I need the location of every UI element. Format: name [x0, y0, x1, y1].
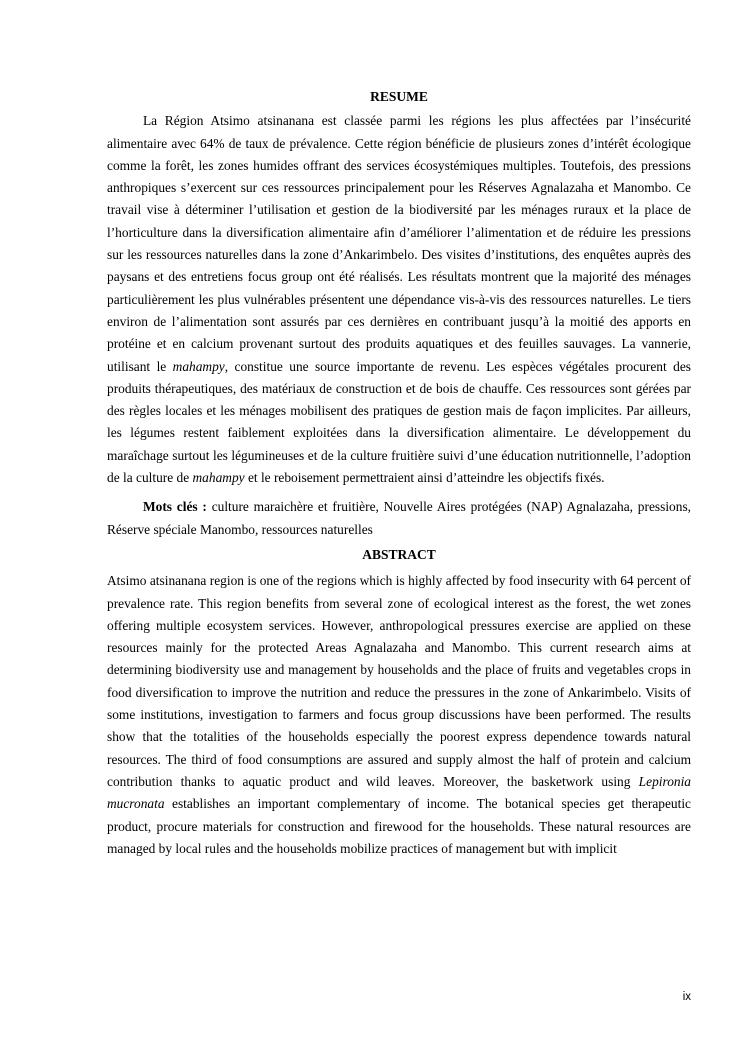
resume-paragraph [107, 110, 691, 489]
abstract-text-2: establishes an important complementary of income. The botanical species get therapeutic product, procure materials for construction and firewood for the households. These natural resources are managed by local rules and the households mobilize practices of management but with implicit [107, 796, 691, 856]
abstract-text-1: Atsimo atsinanana region is one of the regions which is highly affected by food insecurity with 64 percent of prevalence rate. This region benefits from several zone of ecological interest as the forest, the wet zones offering multiple ecosystem services. However, anthropological pressures exercise are applied on these resources mainly for the protected Areas Agnalazaha and Manombo. This current research aims at determining biodiversity use and management by households and the place of fruits and vegetables crops in food diversification to improve the nutrition and reduce the pressures in the zone of Ankarimbelo. Visits of some institutions, investigation to farmers and focus group discussions have been performed. The results show that the totalities of the households especially the poorest express dependence towards natural resources. The third of food consumptions are assured and supply almost the half of protein and calcium contribution thanks to aquatic product and wild leaves. Moreover, the basketwork using [107, 573, 691, 789]
document-page [107, 86, 691, 860]
abstract-paragraph [107, 570, 691, 860]
resume-italic-mahampy-1: mahampy [172, 358, 225, 374]
resume-text-1: La Région Atsimo atsinanana est classée parmi les régions les plus affectées par l’insécurité alimentaire avec 64% de taux de prévalence. Cette région bénéficie de plusieurs zones d’intérêt écologique comme la forêt, les zones humides offrant des services écosystémiques multiples. Toutefois, des pressions anthropiques s’exercent sur ces ressources principalement pour les Réserves Agnalazaha et Manombo. Ce travail vise à déterminer l’utilisation et gestion de la biodiversité par les ménages ruraux et la place de l’horticulture dans la diversification alimentaire afin d’améliorer l’alimentation et de réduire les pressions sur les ressources naturelles dans la zone d’Ankarimbelo. Des visites d’institutions, des enquêtes auprès des paysans et des entretiens focus group ont été réalisés. Les résultats montrent que la majorité des ménages particulièrement les plus vulnérables présentent une dépendance vis-à-vis des ressources naturelles. Le tiers environ de l’alimentation sont assurés par ces dernières en contribuant jusqu’à la moitié des apports en protéine et en calcium provenant surtout des produits aquatiques et des feuilles sauvages. La vannerie, utilisant le [107, 113, 691, 374]
abstract-italic-species: Lepironia mucronata [107, 773, 691, 812]
keywords-label: Mots clés : [143, 499, 207, 515]
resume-heading: RESUME [370, 89, 428, 104]
resume-italic-mahampy-2: mahampy [192, 470, 245, 486]
keywords-paragraph [107, 496, 691, 541]
resume-text-3: et le reboisement permettraient ainsi d’atteindre les objectifs fixés. [244, 470, 605, 486]
resume-text-2: , constitue une source importante de revenu. Les espèces végétales procurent des produits thérapeutiques, des matériaux de construction et de bois de chauffe. Ces ressources sont gérées par des règles locales et les ménages mobilisent des pratiques de gestion mais de façon implicites. Par ailleurs, les légumes restent faiblement exploitées dans la diversification alimentaire. Le développement du maraîchage surtout les légumineuses et de la culture fruitière suivi d’une éducation nutritionnelle, l’adoption de la culture de [107, 358, 691, 486]
page-number: ix [682, 991, 691, 1003]
abstract-heading: ABSTRACT [362, 546, 436, 562]
keywords-text: culture maraichère et fruitière, Nouvelle Aires protégées (NAP) Agnalazaha, pressions, Réserve spéciale Manombo, ressources naturelles [107, 499, 692, 537]
